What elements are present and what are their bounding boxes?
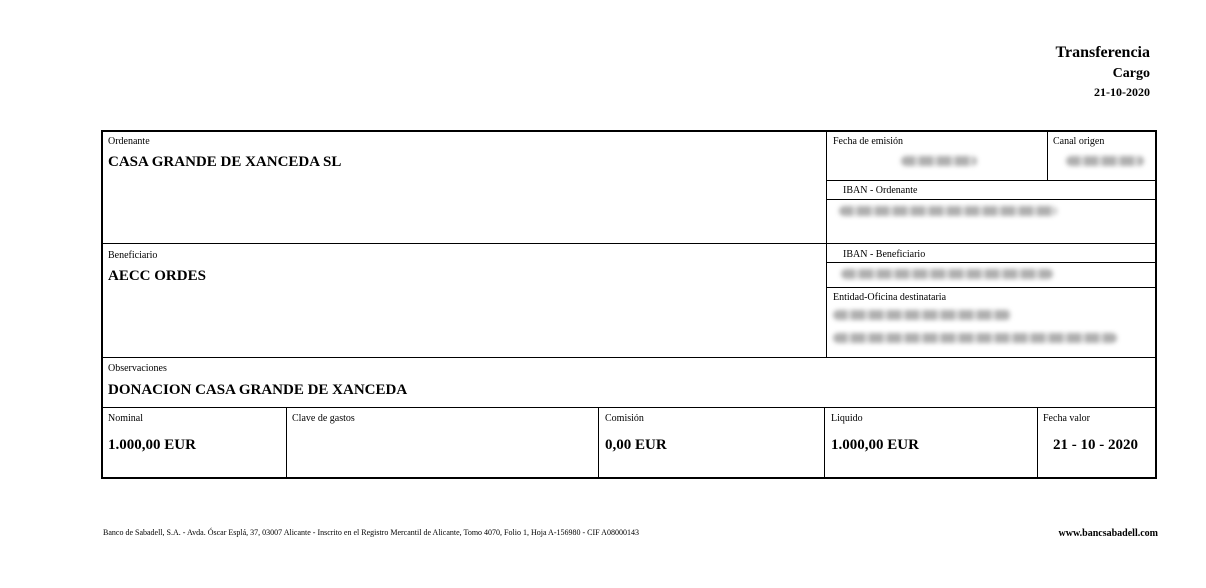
entidad-redacted-line2 bbox=[833, 333, 1117, 343]
canal-origen-redacted bbox=[1066, 156, 1144, 166]
divider-ordenante-beneficiario bbox=[103, 243, 1155, 244]
divider-clave-comision bbox=[598, 407, 599, 478]
comision-value: 0,00 EUR bbox=[605, 437, 667, 453]
entidad-redacted-line1 bbox=[833, 310, 1011, 320]
iban-beneficiario-redacted bbox=[841, 269, 1053, 279]
canal-origen-label: Canal origen bbox=[1053, 136, 1105, 147]
divider-nominal-clave bbox=[286, 407, 287, 478]
fecha-emision-redacted bbox=[901, 156, 977, 166]
nominal-label: Nominal bbox=[108, 413, 143, 424]
observaciones-label: Observaciones bbox=[108, 363, 167, 374]
entidad-label: Entidad-Oficina destinataria bbox=[833, 292, 947, 303]
ordenante-label: Ordenante bbox=[108, 136, 150, 147]
transfer-form bbox=[101, 130, 1157, 479]
divider-right-column bbox=[826, 132, 827, 357]
beneficiario-label: Beneficiario bbox=[108, 250, 158, 261]
divider-observaciones-amounts bbox=[103, 407, 1155, 408]
divider-iban-label bbox=[826, 199, 1155, 200]
divider-beneficiario-observaciones bbox=[103, 357, 1155, 358]
liquido-value: 1.000,00 EUR bbox=[831, 437, 919, 453]
footer-legal-text: Banco de Sabadell, S.A. - Avda. Óscar Esplá, 37, 03007 Alicante - Inscrito en el Registro Mercantil de Alicante, Tomo 4070, Folio 1, Hoja A-156980 - CIF A08000143 bbox=[103, 528, 639, 537]
comision-label: Comisión bbox=[605, 413, 644, 424]
iban-beneficiario-label: IBAN - Beneficiario bbox=[843, 249, 926, 260]
clave-gastos-label: Clave de gastos bbox=[292, 413, 355, 424]
divider-iban-ben-entidad bbox=[826, 287, 1155, 288]
observaciones-value: DONACION CASA GRANDE DE XANCEDA bbox=[108, 382, 408, 398]
document-date: 21-10-2020 bbox=[1094, 85, 1150, 99]
iban-ordenante-label: IBAN - Ordenante bbox=[843, 185, 918, 196]
divider-iban-ben-label bbox=[826, 262, 1155, 263]
document-title: Transferencia bbox=[1055, 44, 1150, 61]
beneficiario-value: AECC ORDES bbox=[108, 268, 206, 284]
nominal-value: 1.000,00 EUR bbox=[108, 437, 196, 453]
divider-liquido-fechavalor bbox=[1037, 407, 1038, 478]
fecha-emision-label: Fecha de emisión bbox=[833, 136, 903, 147]
divider-fecha-iban bbox=[826, 180, 1155, 181]
liquido-label: Liquido bbox=[831, 413, 863, 424]
ordenante-value: CASA GRANDE DE XANCEDA SL bbox=[108, 154, 342, 170]
document-subtitle: Cargo bbox=[1112, 66, 1150, 81]
fecha-valor-label: Fecha valor bbox=[1043, 413, 1090, 424]
fecha-valor-value: 21 - 10 - 2020 bbox=[1053, 437, 1138, 453]
footer-website: www.bancsabadell.com bbox=[1058, 528, 1158, 539]
divider-comision-liquido bbox=[824, 407, 825, 478]
divider-fecha-canal bbox=[1047, 132, 1048, 180]
iban-ordenante-redacted bbox=[839, 206, 1057, 216]
